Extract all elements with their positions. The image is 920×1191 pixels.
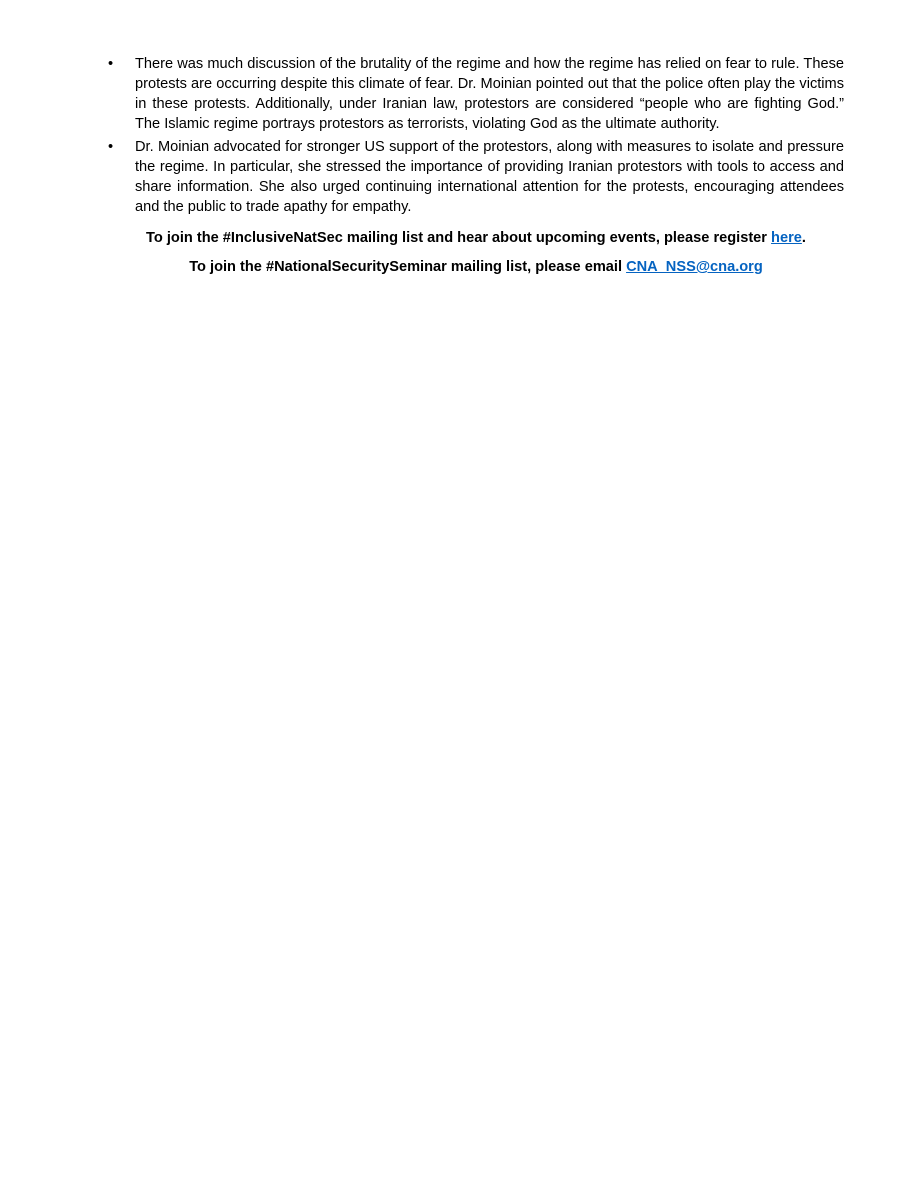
bullet-marker: •	[108, 139, 114, 155]
bullet-item	[108, 137, 844, 217]
bullet-list	[108, 54, 844, 220]
bullet-text: Dr. Moinian advocated for stronger US support of the protestors, along with measures to isolate and pressure the regime. In particular, she stressed the importance of providing Iranian protestors with tools to access and share information. She also urged continuing international attention for the protests, encouraging attendees and the public to trade apathy for empathy.	[135, 139, 844, 215]
bullet-text: There was much discussion of the brutality of the regime and how the regime has relied on fear to rule. These protests are occurring despite this climate of fear. Dr. Moinian pointed out that the police often play the victims in these protests. Additionally, under Iranian law, protestors are considered “people who are fighting God.” The Islamic regime portrays protestors as terrorists, violating God as the ultimate authority.	[135, 56, 844, 132]
inclusive-signup-period: .	[801, 230, 806, 246]
inclusive-natsec-signup	[0, 228, 920, 248]
nss-signup-text: To join the #NationalSecuritySeminar mailing list, please email	[189, 259, 627, 275]
inclusive-signup-text: To join the #InclusiveNatSec mailing list and hear about upcoming events, please register	[146, 230, 772, 246]
register-here-link[interactable]: here	[771, 230, 802, 246]
nss-signup	[0, 257, 920, 277]
bullet-item	[108, 54, 844, 134]
nss-email-link[interactable]: CNA_NSS@cna.org	[626, 259, 763, 275]
bullet-marker: •	[108, 56, 114, 72]
